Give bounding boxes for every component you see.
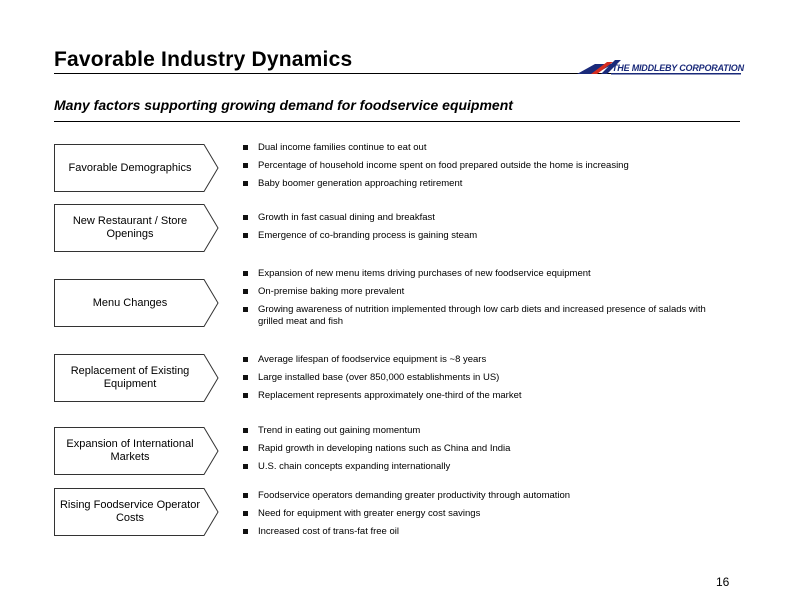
bullet-item: Increased cost of trans-fat free oil bbox=[242, 526, 732, 538]
category-label: Expansion of International Markets bbox=[66, 438, 194, 463]
category-arrow-menu-changes bbox=[54, 279, 219, 327]
category-arrow-new-restaurant bbox=[54, 204, 219, 252]
bullet-item: Percentage of household income spent on food prepared outside the home is increasing bbox=[242, 160, 732, 172]
logo-wordmark: THE MIDDLEBY CORPORATION bbox=[612, 63, 744, 73]
category-arrow-operator-costs bbox=[54, 488, 219, 536]
bullet-item: Dual income families continue to eat out bbox=[242, 142, 732, 154]
category-label: Menu Changes bbox=[92, 296, 168, 309]
category-arrow-replacement bbox=[54, 354, 219, 402]
bullet-item: Large installed base (over 850,000 establishments in US) bbox=[242, 372, 732, 384]
bullet-item: Average lifespan of foodservice equipment is ~8 years bbox=[242, 354, 732, 366]
bullet-item: On-premise baking more prevalent bbox=[242, 286, 732, 298]
category-label: Rising Foodservice Operator Costs bbox=[59, 499, 200, 524]
bullet-item: U.S. chain concepts expanding internationally bbox=[242, 461, 732, 473]
bullet-list-replacement bbox=[242, 354, 732, 402]
bullet-item: Growth in fast casual dining and breakfast bbox=[242, 212, 732, 224]
bullet-item: Trend in eating out gaining momentum bbox=[242, 425, 732, 437]
bullet-item: Baby boomer generation approaching retirement bbox=[242, 178, 732, 190]
page-subtitle: Many factors supporting growing demand for foodservice equipment bbox=[54, 97, 513, 113]
bullet-list-operator-costs bbox=[242, 490, 732, 538]
subtitle-divider bbox=[54, 121, 740, 122]
bullet-item: Need for equipment with greater energy cost savings bbox=[242, 508, 732, 520]
category-label: New Restaurant / Store Openings bbox=[72, 215, 188, 240]
bullet-list-new-restaurant bbox=[242, 212, 732, 242]
bullet-item: Replacement represents approximately one-third of the market bbox=[242, 390, 732, 402]
category-arrow-demographics bbox=[54, 144, 219, 192]
bullet-item: Rapid growth in developing nations such as China and India bbox=[242, 443, 732, 455]
category-arrow-international bbox=[54, 427, 219, 475]
bullet-list-demographics bbox=[242, 142, 732, 190]
category-label: Replacement of Existing Equipment bbox=[70, 365, 190, 390]
page-title: Favorable Industry Dynamics bbox=[54, 48, 353, 71]
bullet-item: Expansion of new menu items driving purchases of new foodservice equipment bbox=[242, 268, 732, 280]
bullet-list-menu-changes bbox=[242, 268, 732, 328]
page-number: 16 bbox=[716, 575, 730, 589]
bullet-item: Emergence of co-branding process is gaining steam bbox=[242, 230, 732, 242]
bullet-list-international bbox=[242, 425, 732, 473]
bullet-item: Foodservice operators demanding greater productivity through automation bbox=[242, 490, 732, 502]
category-label: Favorable Demographics bbox=[68, 161, 192, 174]
bullet-item: Growing awareness of nutrition implemented through low carb diets and increased presence of salads with grilled meat and fish bbox=[242, 304, 723, 328]
